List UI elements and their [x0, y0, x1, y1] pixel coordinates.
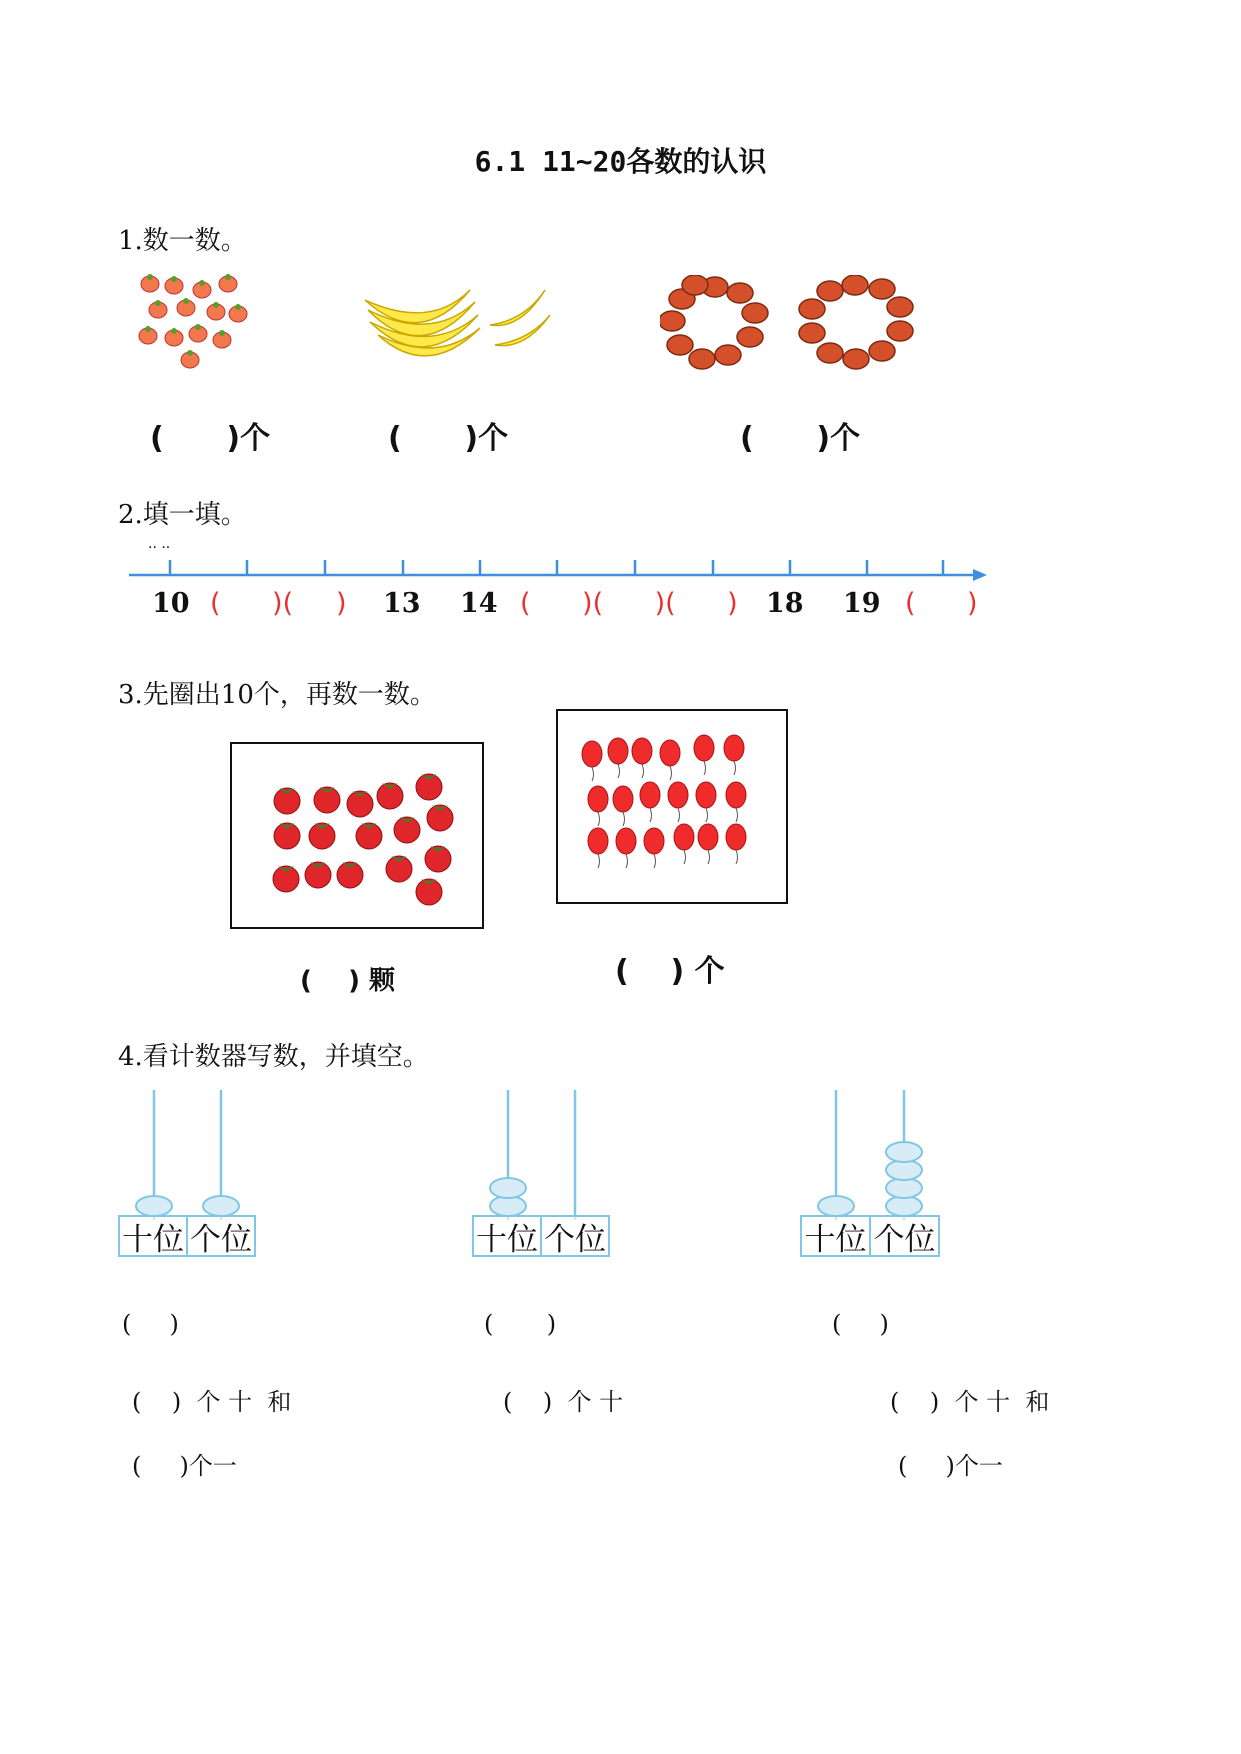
abacus-3-rods	[800, 1090, 942, 1220]
page-title: 6.1 11~20各数的认识	[474, 145, 767, 178]
q4-fill-line1-2[interactable]: ( ) 个 十	[503, 1388, 624, 1416]
q4-fill-line2-3[interactable]: ( )个一	[898, 1452, 1003, 1480]
abacus-2-rods	[472, 1090, 612, 1220]
q3-answer-strawberries[interactable]: ( ) 颗	[300, 966, 396, 996]
number-line	[125, 560, 995, 590]
abacus-2-tens-label: 十位	[472, 1215, 542, 1257]
q4-answer-blank-1[interactable]: ( )	[122, 1310, 179, 1338]
number-line-blanks-11-12[interactable]: ( )( )	[210, 588, 347, 619]
q4-answer-blank-2[interactable]: ( )	[484, 1310, 557, 1338]
balloons-image	[558, 711, 786, 902]
strawberries-box	[230, 742, 484, 929]
number-line-label-10: 10	[152, 588, 190, 619]
bead-rings-image	[660, 275, 930, 375]
q1-answer-strawberries[interactable]: ( )个	[150, 421, 271, 456]
abacus-1-tens-label: 十位	[118, 1215, 188, 1257]
tick-dots: ·· ··	[148, 540, 171, 556]
balloons-box	[556, 709, 788, 904]
q3-answer-balloons[interactable]: ( ) 个	[615, 954, 725, 989]
question-1-heading: 1.数一数。	[118, 226, 247, 256]
strawberries-image	[232, 744, 482, 927]
abacus-3	[800, 1090, 942, 1260]
abacus-1-ones-label: 个位	[186, 1215, 256, 1257]
q4-fill-line2-1[interactable]: ( )个一	[132, 1452, 237, 1480]
question-4-heading: 4.看计数器写数，并填空。	[118, 1042, 429, 1072]
q4-fill-line1-1[interactable]: ( ) 个 十 和	[132, 1388, 292, 1416]
q4-answer-blank-3[interactable]: ( )	[832, 1310, 889, 1338]
bananas-image	[360, 280, 560, 360]
number-line-label-18: 18	[766, 588, 804, 619]
question-2-heading: 2.填一填。	[118, 500, 247, 530]
abacus-3-ones-label: 个位	[869, 1215, 940, 1257]
number-line-blanks-15-17[interactable]: ( )( )( )	[520, 588, 738, 619]
number-line-blank-20[interactable]: ( )	[905, 588, 978, 619]
abacus-3-tens-label: 十位	[800, 1215, 871, 1257]
number-line-label-13: 13	[383, 588, 421, 619]
number-line-label-14: 14	[460, 588, 498, 619]
q1-answer-beads[interactable]: ( )个	[740, 421, 861, 456]
abacus-1-rods	[118, 1090, 258, 1220]
small-strawberries-image	[130, 270, 260, 375]
abacus-2-ones-label: 个位	[540, 1215, 610, 1257]
question-3-heading: 3.先圈出10个，再数一数。	[118, 680, 436, 710]
abacus-1	[118, 1090, 258, 1260]
q1-answer-bananas[interactable]: ( )个	[388, 421, 509, 456]
q4-fill-line1-3[interactable]: ( ) 个 十 和	[890, 1388, 1050, 1416]
number-line-label-19: 19	[843, 588, 881, 619]
abacus-2	[472, 1090, 612, 1260]
